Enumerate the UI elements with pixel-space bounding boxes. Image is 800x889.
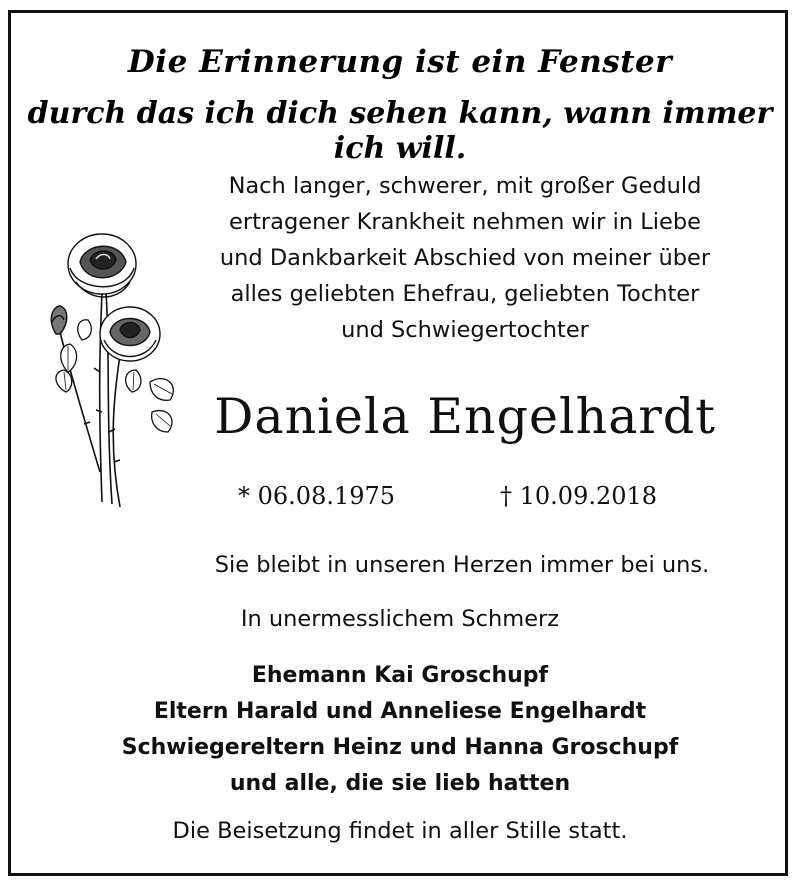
remembrance-line: Sie bleibt in unseren Herzen immer bei uns. <box>214 552 710 578</box>
rose-icon <box>30 222 180 522</box>
motto-line-2: durch das ich dich sehen kann, wann immer ich will. <box>27 96 773 166</box>
burial-note: Die Beisetzung findet in aller Stille statt. <box>172 818 628 844</box>
intro-line: und Schwiegertochter <box>341 317 589 343</box>
mourner-entry: Eltern Harald und Anneliese Engelhardt <box>153 699 647 724</box>
mourner-entry: Ehemann Kai Groschupf <box>251 663 549 688</box>
mourners-list <box>0 658 800 802</box>
intro-line: ertragener Krankheit nehmen wir in Liebe <box>228 209 701 235</box>
intro-line: alles geliebten Ehefrau, geliebten Tochter <box>230 281 700 307</box>
intro-text <box>160 168 770 348</box>
birth-date: * 06.08.1975 <box>238 482 396 510</box>
death-date: † 10.09.2018 <box>500 482 658 510</box>
mourner-entry: und alle, die sie lieb hatten <box>229 771 571 796</box>
intro-line: und Dankbarkeit Abschied von meiner über <box>219 245 711 271</box>
grief-line: In unermesslichem Schmerz <box>240 606 560 632</box>
intro-line: Nach langer, schwerer, mit großer Geduld <box>228 173 702 199</box>
deceased-name: Daniela Engelhardt <box>214 388 716 445</box>
mourner-entry: Schwiegereltern Heinz und Hanna Groschupf <box>121 735 679 760</box>
motto-line-1: Die Erinnerung ist ein Fenster <box>127 44 673 80</box>
